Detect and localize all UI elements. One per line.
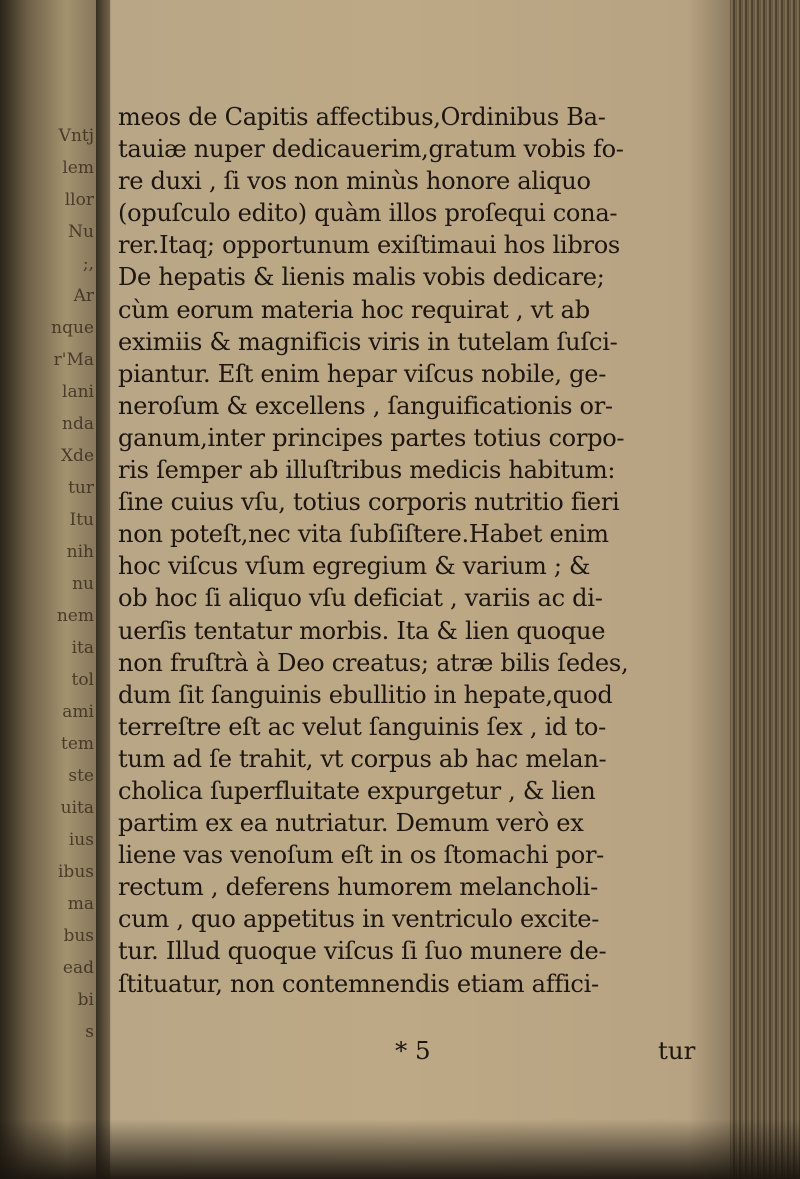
text-line: cholica ſuperfluitate expurgetur , & lien: [118, 775, 596, 805]
text-line: (opuſculo edito) quàm illos proſequi cona-: [118, 198, 618, 228]
text-line: rer.Itaq; opportunum exiſtimaui hos libros: [118, 230, 620, 260]
signature-mark: * 5: [395, 1036, 431, 1065]
bleed-fragment: ead: [62, 958, 94, 978]
text-line: terreſtre eſt ac velut ſanguinis ſex , id to-: [118, 711, 606, 741]
text-line: dum ſit ſanguinis ebullitio in hepate,quod: [118, 679, 613, 709]
text-line: tauiæ nuper dedicauerim,gratum vobis fo-: [118, 134, 624, 164]
text-line: hoc viſcus vſum egregium & varium ; &: [118, 551, 591, 581]
bleed-fragment: ibus: [58, 862, 94, 882]
page-stack-edge: [730, 0, 800, 1179]
bleed-fragment: ami: [62, 702, 94, 722]
bleed-fragment: ma: [67, 894, 94, 914]
bleed-fragment: nu: [72, 574, 94, 594]
text-line: ganum,inter principes partes totius corpo-: [118, 422, 625, 452]
bleed-fragment: Xde: [60, 446, 94, 466]
text-line: uerſis tentatur morbis. Ita & lien quoque: [118, 615, 606, 645]
body-text: [118, 101, 718, 1000]
text-line: cum , quo appetitus in ventriculo excite-: [118, 904, 600, 934]
bleed-fragment: uita: [60, 798, 94, 818]
bleed-fragment: tur: [68, 478, 94, 498]
text-line: non fruſtrà à Deo creatus; atræ bilis ſedes,: [118, 647, 629, 677]
bleed-fragment: tem: [60, 734, 94, 754]
bleed-fragment: ;,: [82, 254, 94, 274]
bleed-fragment: ste: [68, 766, 94, 786]
text-line: eximiis & magnificis viris in tutelam ſuſci-: [118, 326, 618, 356]
text-line: tur. Illud quoque viſcus ſi ſuo munere de-: [118, 936, 607, 966]
bleed-fragment: bi: [77, 990, 94, 1010]
bleed-fragment: bus: [63, 926, 94, 946]
bleed-through-text: [4, 120, 94, 1048]
text-line: rectum , deferens humorem melancholi-: [118, 872, 598, 902]
text-line: ris ſemper ab illuſtribus medicis habitum:: [118, 455, 616, 485]
text-line: partim ex ea nutriatur. Demum verò ex: [118, 808, 584, 838]
bleed-fragment: ius: [68, 830, 94, 850]
text-line: ſtituatur, non contemnendis etiam affici-: [118, 968, 599, 998]
text-line: piantur. Eſt enim hepar viſcus nobile, ge-: [118, 358, 607, 388]
bleed-fragment: Ar: [73, 286, 94, 306]
spine-shadow: [96, 0, 112, 1179]
text-line: cùm eorum materia hoc requirat , vt ab: [118, 294, 590, 324]
catchword: tur: [658, 1036, 696, 1065]
text-line: ſine cuius vſu, totius corporis nutritio fieri: [118, 487, 620, 517]
text-line: meos de Capitis affectibus,Ordinibus Ba-: [118, 102, 606, 131]
bleed-fragment: ita: [71, 638, 94, 658]
bleed-fragment: Itu: [69, 510, 94, 530]
text-line: ob hoc ſi aliquo vſu deficiat , variis ac di-: [118, 583, 603, 613]
bleed-fragment: nem: [56, 606, 94, 626]
bottom-shadow: [0, 1119, 800, 1179]
bleed-fragment: nda: [62, 414, 94, 434]
bleed-fragment: lem: [62, 158, 94, 178]
bleed-fragment: Vntj: [58, 126, 94, 146]
bleed-fragment: nih: [66, 542, 94, 562]
text-line: tum ad ſe trahit, vt corpus ab hac melan-: [118, 743, 607, 773]
bleed-fragment: r'Ma: [53, 350, 94, 370]
bleed-fragment: nque: [51, 318, 94, 338]
bleed-fragment: llor: [64, 190, 94, 210]
text-line: De hepatis & lienis malis vobis dedicare;: [118, 262, 605, 292]
text-line: liene vas venoſum eſt in os ſtomachi por-: [118, 840, 605, 870]
bleed-fragment: s: [85, 1022, 94, 1042]
bleed-fragment: Nu: [68, 222, 94, 242]
bleed-fragment: tol: [71, 670, 94, 690]
text-line: neroſum & excellens , ſanguificationis or-: [118, 390, 613, 420]
text-line: re duxi , ſi vos non minùs honore aliquo: [118, 166, 591, 196]
bleed-fragment: lani: [62, 382, 94, 402]
text-line: non poteſt,nec vita ſubſiſtere.Habet enim: [118, 519, 609, 549]
